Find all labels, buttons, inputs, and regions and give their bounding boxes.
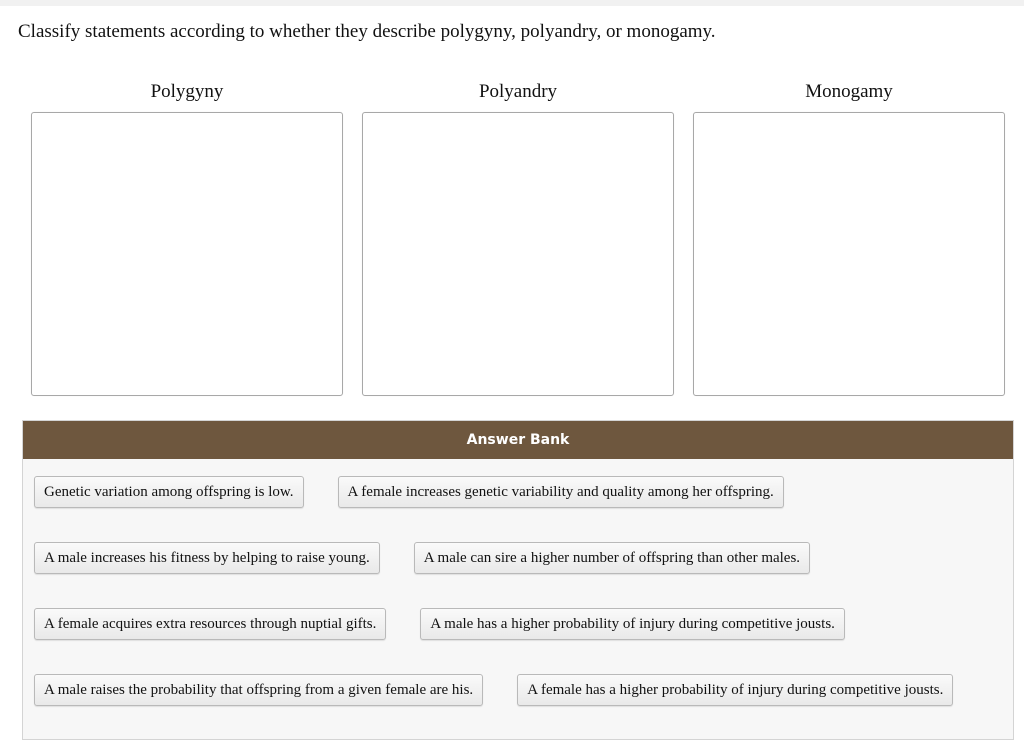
answer-chip[interactable]: A female has a higher probability of injury during competitive jousts.: [517, 674, 953, 706]
answer-bank-row: [34, 608, 845, 640]
answer-bank-row: [34, 542, 810, 574]
answer-chip[interactable]: A male has a higher probability of injury during competitive jousts.: [420, 608, 845, 640]
drop-zone-monogamy[interactable]: [693, 112, 1005, 396]
question-prompt: Classify statements according to whether they describe polygyny, polyandry, or monogamy.: [18, 21, 716, 42]
answer-chip[interactable]: A male increases his fitness by helping to raise young.: [34, 542, 380, 574]
answer-chip[interactable]: A female increases genetic variability and quality among her offspring.: [338, 476, 784, 508]
answer-chip[interactable]: A male can sire a higher number of offspring than other males.: [414, 542, 810, 574]
drop-zone-polygyny[interactable]: [31, 112, 343, 396]
answer-chip[interactable]: A female acquires extra resources through nuptial gifts.: [34, 608, 386, 640]
answer-bank: [22, 420, 1014, 740]
answer-chip[interactable]: Genetic variation among offspring is low.: [34, 476, 304, 508]
answer-bank-row: [34, 674, 953, 706]
category-label-polygyny: Polygyny: [150, 81, 224, 102]
category-label-polyandry: Polyandry: [478, 81, 558, 102]
answer-bank-row: [34, 476, 784, 508]
answer-chip[interactable]: A male raises the probability that offspring from a given female are his.: [34, 674, 483, 706]
category-label-monogamy: Monogamy: [805, 81, 893, 102]
answer-bank-header: Answer Bank: [23, 421, 1013, 459]
drop-zone-polyandry[interactable]: [362, 112, 674, 396]
top-strip: [0, 0, 1024, 6]
